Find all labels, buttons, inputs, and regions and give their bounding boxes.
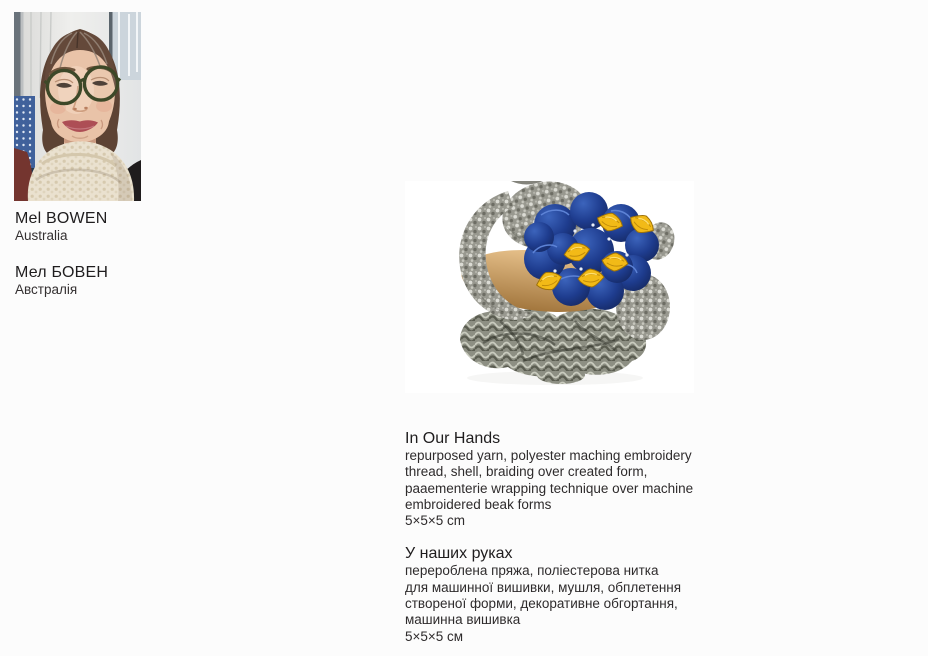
artist-name-en: Mel BOWEN <box>15 210 108 227</box>
artist-info-block <box>15 209 108 298</box>
sculpture-illustration <box>405 181 694 393</box>
artwork-materials-uk-line-1: перероблена пряжа, поліестерова нитка <box>405 563 659 579</box>
artist-country-uk: Австралія <box>15 282 78 297</box>
artwork-materials-en-line-2: thread, shell, braiding over created form, <box>405 464 648 480</box>
artwork-title-en: In Our Hands <box>405 430 501 447</box>
artwork-size-en: 5×5×5 cm <box>405 513 466 529</box>
artwork-materials-uk-line-2: для машинної вишивки, мушля, обплетення <box>405 579 682 595</box>
artist-name-uk: Мел БОВЕН <box>15 264 109 281</box>
artwork-size-uk: 5×5×5 см <box>405 628 464 644</box>
artwork-caption-block <box>405 430 717 645</box>
artwork-photo <box>405 181 694 393</box>
artwork-materials-en-line-1: repurposed yarn, polyester maching embroidery <box>405 448 692 463</box>
artwork-materials-en-line-4: embroidered beak forms <box>405 496 552 512</box>
portrait-illustration <box>14 12 141 201</box>
artwork-materials-uk-line-4: машинна вишивка <box>405 612 521 628</box>
artwork-materials-uk-line-3: створеної форми, декоративне обгортання, <box>405 596 678 612</box>
artwork-materials-en-line-3: paaementerie wrapping technique over machine <box>405 480 694 496</box>
artwork-title-uk: У наших руках <box>405 545 513 563</box>
artist-country-en: Australia <box>15 228 68 243</box>
artist-portrait-photo <box>14 12 141 201</box>
